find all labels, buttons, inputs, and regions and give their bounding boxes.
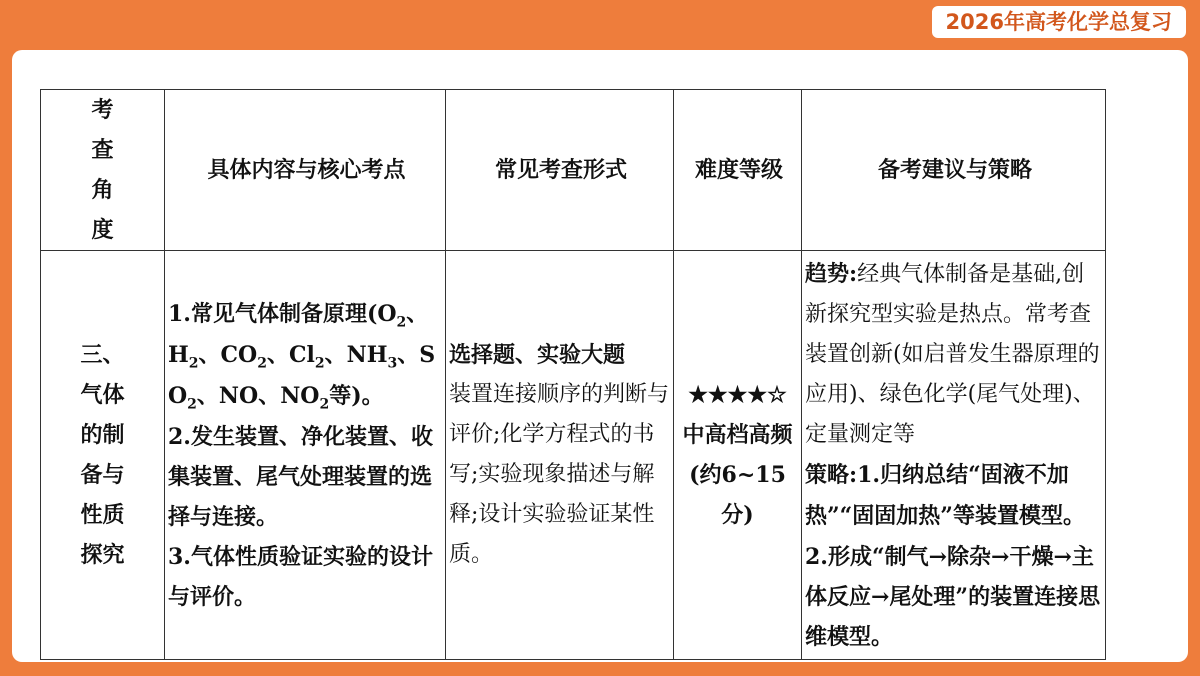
forms-cell	[446, 251, 674, 660]
content-item-3: 3.气体性质验证实验的设计与评价。	[168, 543, 433, 610]
difficulty-cell	[674, 251, 802, 660]
advice-trend: 趋势:经典气体制备是基础,创新探究型实验是热点。常考查装置创新(如启普发生器原理的应用)、绿色化学(尾气处理)、定量测定等	[805, 260, 1100, 447]
difficulty-stars: ★★★★☆	[688, 382, 787, 408]
angle-cell: 三、气体的制备与性质探究	[41, 251, 165, 660]
header-forms: 常见考查形式	[446, 90, 674, 251]
header-angle: 考查角度	[41, 90, 165, 251]
advice-cell	[802, 251, 1106, 660]
content-item-1: 1.常见气体制备原理($O_2$、$H_2$、$CO_2$、$Cl_2$、$NH_3$、$SO_2$、NO、$NO_2$等)。	[168, 300, 436, 412]
table-header-row	[41, 90, 1106, 251]
advice-strategy-2: 2.形成“制气→除杂→干燥→主体反应→尾处理”的装置连接思维模型。	[805, 543, 1101, 650]
slide-panel	[12, 50, 1188, 662]
course-title-badge: 2026年高考化学总复习	[932, 6, 1186, 38]
header-advice: 备考建议与策略	[802, 90, 1106, 251]
content-cell	[165, 251, 446, 660]
strategy-label: 策略:	[805, 461, 858, 488]
content-item-2: 2.发生装置、净化装置、收集装置、尾气处理装置的选择与连接。	[168, 423, 433, 530]
header-content: 具体内容与核心考点	[165, 90, 446, 251]
trend-label: 趋势:	[805, 260, 858, 287]
header-difficulty: 难度等级	[674, 90, 802, 251]
difficulty-score: (约6~15分)	[689, 462, 786, 528]
difficulty-level: 中高档高频	[682, 422, 793, 448]
forms-lead: 选择题、实验大题	[449, 342, 626, 368]
advice-strategy: 策略:1.归纳总结“固液不加热”“固固加热”等装置模型。	[805, 461, 1085, 529]
exam-analysis-table	[40, 89, 1106, 660]
forms-detail: 装置连接顺序的判断与评价;化学方程式的书写;实验现象描述与解释;设计实验验证某性质。	[449, 382, 670, 567]
table-row	[41, 251, 1106, 660]
